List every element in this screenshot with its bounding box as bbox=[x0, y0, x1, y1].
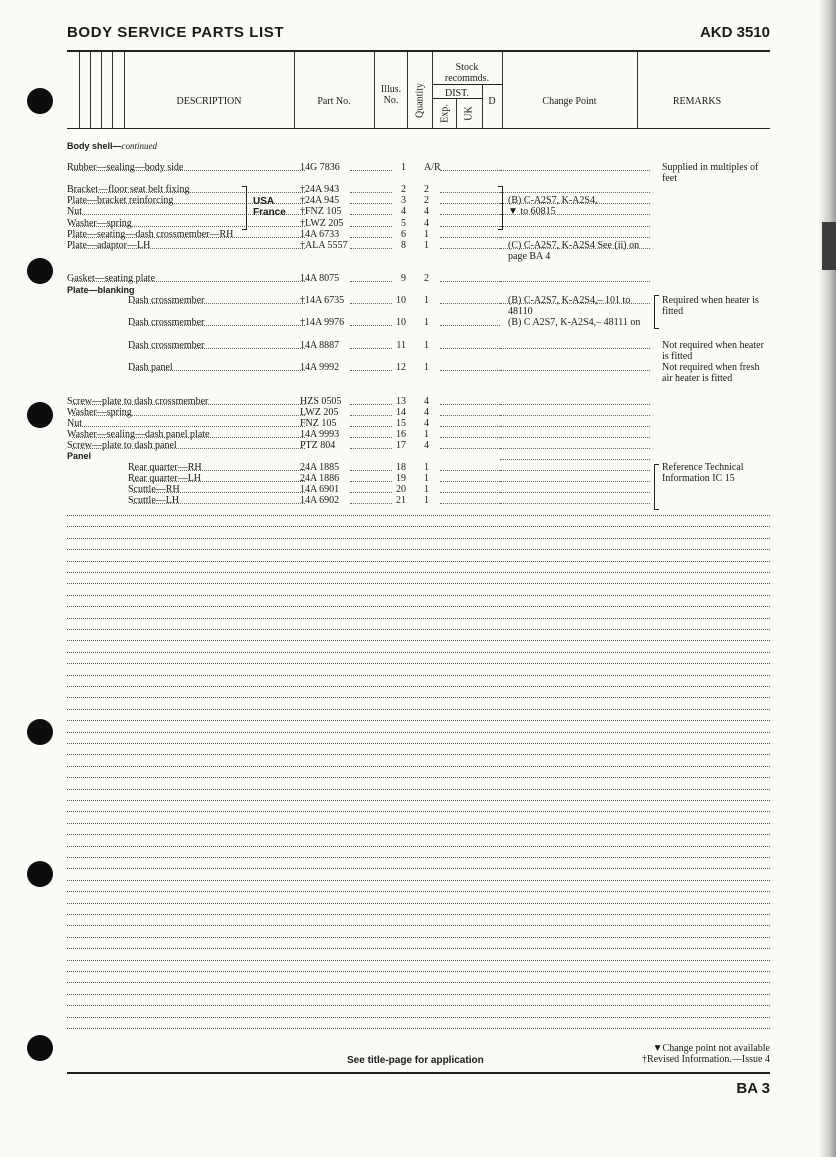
quantity: 4 bbox=[424, 407, 429, 418]
leader-dots bbox=[350, 162, 392, 171]
leader-dots bbox=[350, 206, 392, 215]
leader-dots bbox=[72, 418, 305, 427]
blank-rule-line bbox=[67, 1005, 770, 1006]
table-row bbox=[0, 240, 836, 262]
leader-dots bbox=[440, 429, 500, 438]
part-description: Washer—spring bbox=[67, 407, 132, 418]
quantity: 1 bbox=[424, 229, 429, 240]
illus-number: 5 bbox=[401, 218, 406, 229]
header-change-point: Change Point bbox=[542, 96, 597, 107]
illus-number: 14 bbox=[396, 407, 406, 418]
table-row bbox=[0, 317, 836, 328]
header-uk: UK bbox=[463, 106, 475, 121]
blank-rule-line bbox=[67, 720, 770, 721]
leader-dots bbox=[440, 273, 500, 282]
blank-rule-line bbox=[67, 1017, 770, 1018]
leader-dots bbox=[350, 218, 392, 227]
part-description: Dash crossmember bbox=[128, 317, 205, 328]
blank-rule-line bbox=[67, 743, 770, 744]
blank-rule-line bbox=[67, 618, 770, 619]
change-point: (B) C A2S7, K-A2S4,– 48111 on bbox=[508, 317, 641, 328]
leader-dots bbox=[440, 396, 500, 405]
part-description: Plate—adaptor—LH bbox=[67, 240, 151, 251]
blank-rule-line bbox=[67, 846, 770, 847]
table-row bbox=[0, 473, 836, 484]
illus-number: 11 bbox=[396, 340, 406, 351]
quantity: 4 bbox=[424, 206, 429, 217]
footer-rule bbox=[67, 1072, 770, 1074]
illus-number: 4 bbox=[401, 206, 406, 217]
part-number: †FNZ 105 bbox=[300, 206, 342, 217]
illus-number: 9 bbox=[401, 273, 406, 284]
leader-dots bbox=[350, 440, 392, 449]
blank-rule-line bbox=[67, 652, 770, 653]
leader-dots bbox=[350, 184, 392, 193]
blank-rule-line bbox=[67, 732, 770, 733]
blank-rule-line bbox=[67, 766, 770, 767]
binder-hole bbox=[27, 1035, 53, 1061]
table-row bbox=[0, 340, 836, 362]
quantity: A/R bbox=[424, 162, 441, 173]
leader-dots bbox=[350, 396, 392, 405]
table-row bbox=[0, 429, 836, 440]
illus-number: 15 bbox=[396, 418, 406, 429]
table-row bbox=[0, 295, 836, 317]
part-number: 14A 6901 bbox=[300, 484, 340, 495]
blank-rule-line bbox=[67, 515, 770, 516]
document-title: BODY SERVICE PARTS LIST bbox=[67, 24, 285, 41]
leader-dots bbox=[350, 473, 392, 482]
illus-number: 10 bbox=[396, 295, 406, 306]
change-point: (B) C-A2S7, K-A2S4, bbox=[508, 195, 598, 206]
quantity: 4 bbox=[424, 440, 429, 451]
blank-rule-line bbox=[67, 663, 770, 664]
blank-rule-line bbox=[67, 686, 770, 687]
part-number: †14A 6735 bbox=[300, 295, 345, 306]
blank-rule-line bbox=[67, 595, 770, 596]
part-description: Plate—bracket reinforcing bbox=[67, 195, 174, 206]
footer-note-change-point: ▼Change point not available bbox=[652, 1043, 770, 1054]
quantity: 1 bbox=[424, 484, 429, 495]
quantity: 4 bbox=[424, 418, 429, 429]
quantity: 1 bbox=[424, 295, 429, 306]
illus-number: 8 bbox=[401, 240, 406, 251]
part-description: Washer—spring bbox=[67, 218, 132, 229]
leader-dots bbox=[440, 206, 500, 215]
part-description: Nut bbox=[67, 206, 82, 217]
blank-rule-line bbox=[67, 675, 770, 676]
part-number: †ALA 5557 bbox=[300, 240, 348, 251]
leader-dots bbox=[350, 418, 392, 427]
leader-dots bbox=[350, 240, 392, 249]
change-point: (B) C-A2S7, K-A2S4,– 101 to 48110 bbox=[508, 295, 631, 317]
leader-dots bbox=[440, 473, 500, 482]
leader-dots bbox=[350, 273, 392, 282]
table-row bbox=[0, 229, 836, 240]
blank-rule-line bbox=[67, 526, 770, 527]
table-row bbox=[0, 162, 836, 184]
illus-number: 16 bbox=[396, 429, 406, 440]
blank-rule-line bbox=[67, 811, 770, 812]
leader-dots bbox=[440, 484, 500, 493]
part-description: Bracket—floor seat belt fixing bbox=[67, 184, 190, 195]
blank-rule-line bbox=[67, 857, 770, 858]
part-number: FNZ 105 bbox=[300, 418, 337, 429]
part-description: Rear quarter—LH bbox=[128, 473, 202, 484]
part-number: 24A 1886 bbox=[300, 473, 340, 484]
quantity: 1 bbox=[424, 317, 429, 328]
table-row bbox=[0, 184, 836, 195]
binder-hole bbox=[27, 88, 53, 114]
quantity: 1 bbox=[424, 462, 429, 473]
illus-number: 3 bbox=[401, 195, 406, 206]
header-remarks: REMARKS bbox=[672, 96, 722, 107]
quantity: 1 bbox=[424, 495, 429, 506]
blank-rule-line bbox=[67, 948, 770, 949]
blank-rule-line bbox=[67, 572, 770, 573]
page-number: BA 3 bbox=[736, 1080, 770, 1097]
header-description: DESCRIPTION bbox=[176, 96, 242, 107]
table-row bbox=[0, 418, 836, 429]
part-description: Dash crossmember bbox=[128, 340, 205, 351]
part-description: Scuttle—LH bbox=[128, 495, 180, 506]
part-number: †14A 9976 bbox=[300, 317, 345, 328]
leader-dots bbox=[440, 162, 500, 171]
blank-rule-line bbox=[67, 549, 770, 550]
quantity: 1 bbox=[424, 340, 429, 351]
table-row bbox=[0, 451, 836, 462]
part-number: †24A 943 bbox=[300, 184, 340, 195]
blank-rule-line bbox=[67, 823, 770, 824]
illus-number: 6 bbox=[401, 229, 406, 240]
footer-application-note: See title-page for application bbox=[347, 1055, 484, 1066]
part-description: Screw—plate to dash panel bbox=[67, 440, 177, 451]
header-dist: DIST. bbox=[445, 88, 469, 99]
leader-dots bbox=[440, 295, 500, 304]
table-row bbox=[0, 362, 836, 384]
leader-dots bbox=[350, 362, 392, 371]
table-row bbox=[0, 273, 836, 284]
part-description: Plate—blanking bbox=[67, 285, 135, 295]
part-number: HZS 0505 bbox=[300, 396, 342, 407]
blank-rule-line bbox=[67, 971, 770, 972]
blank-rule-line bbox=[67, 880, 770, 881]
leader-dots bbox=[350, 407, 392, 416]
document-code: AKD 3510 bbox=[699, 24, 770, 41]
header-exp: Exp. bbox=[439, 104, 451, 123]
part-description: Rubber—sealing—body side bbox=[67, 162, 184, 173]
part-number: 14A 9992 bbox=[300, 362, 340, 373]
illus-number: 20 bbox=[396, 484, 406, 495]
table-row bbox=[0, 206, 836, 217]
part-description: Dash panel bbox=[128, 362, 173, 373]
part-number: PTZ 804 bbox=[300, 440, 336, 451]
change-bracket bbox=[498, 186, 503, 230]
market-label-france: France bbox=[253, 207, 286, 218]
part-description: Rear quarter—RH bbox=[128, 462, 202, 473]
quantity: 4 bbox=[424, 218, 429, 229]
leader-dots bbox=[440, 362, 500, 371]
leader-dots bbox=[350, 495, 392, 504]
quantity: 2 bbox=[424, 273, 429, 284]
leader-dots bbox=[350, 295, 392, 304]
part-number: 24A 1885 bbox=[300, 462, 340, 473]
part-description: Screw—plate to dash crossmember bbox=[67, 396, 209, 407]
blank-rule-line bbox=[67, 868, 770, 869]
table-row bbox=[0, 495, 836, 506]
remarks: Reference Technical Information IC 15 bbox=[662, 462, 744, 484]
leader-dots bbox=[440, 407, 500, 416]
quantity: 4 bbox=[424, 396, 429, 407]
part-number: 14A 8887 bbox=[300, 340, 340, 351]
blank-rule-line bbox=[67, 914, 770, 915]
leader-dots bbox=[440, 240, 500, 249]
part-description: Dash crossmember bbox=[128, 295, 205, 306]
header-quantity: Quantity bbox=[414, 83, 426, 118]
blank-rule-line bbox=[67, 994, 770, 995]
blank-rule-line bbox=[67, 754, 770, 755]
header-d: D bbox=[488, 96, 496, 107]
remarks: Not required when heater is fitted bbox=[662, 340, 764, 362]
illus-number: 12 bbox=[396, 362, 406, 373]
table-row bbox=[0, 195, 836, 206]
remarks-bracket bbox=[654, 295, 659, 329]
leader-dots bbox=[440, 418, 500, 427]
blank-rule-line bbox=[67, 606, 770, 607]
blank-rule-line bbox=[67, 1028, 770, 1029]
part-description: Panel bbox=[67, 451, 92, 461]
part-number: 14A 6902 bbox=[300, 495, 340, 506]
page-edge-shadow bbox=[818, 0, 836, 1157]
part-description: Nut bbox=[67, 418, 82, 429]
blank-rule-line bbox=[67, 538, 770, 539]
remarks: Required when heater is fitted bbox=[662, 295, 759, 317]
part-number: LWZ 205 bbox=[300, 407, 339, 418]
blank-rule-line bbox=[67, 789, 770, 790]
illus-number: 2 bbox=[401, 184, 406, 195]
header-stock: Stock recommds. bbox=[444, 62, 490, 84]
header-part-no: Part No. bbox=[317, 96, 351, 107]
part-number: 14A 8075 bbox=[300, 273, 340, 284]
table-row bbox=[0, 407, 836, 418]
blank-rule-line bbox=[67, 891, 770, 892]
quantity: 2 bbox=[424, 195, 429, 206]
market-label-usa: USA bbox=[253, 196, 275, 207]
illus-number: 17 bbox=[396, 440, 406, 451]
blank-rule-line bbox=[67, 960, 770, 961]
illus-number: 13 bbox=[396, 396, 406, 407]
change-point: (C) C-A2S7, K-A2S4 See (ii) on page BA 4 bbox=[508, 240, 640, 262]
illus-number: 19 bbox=[396, 473, 406, 484]
footer-notes bbox=[642, 1043, 770, 1065]
blank-rule-line bbox=[67, 925, 770, 926]
leader-dots bbox=[440, 462, 500, 471]
blank-rule-line bbox=[67, 834, 770, 835]
part-description: Plate—seating—dash crossmember—RH bbox=[67, 229, 234, 240]
table-row bbox=[0, 396, 836, 407]
leader-dots bbox=[350, 462, 392, 471]
leader-dots bbox=[440, 340, 500, 349]
blank-rule-line bbox=[67, 937, 770, 938]
table-row bbox=[0, 218, 836, 229]
leader-dots bbox=[440, 229, 500, 238]
remarks: Supplied in multiples of feet bbox=[662, 162, 759, 184]
leader-dots bbox=[440, 195, 500, 204]
part-number: 14G 7836 bbox=[300, 162, 340, 173]
blank-rule-line bbox=[67, 640, 770, 641]
blank-rule-line bbox=[67, 697, 770, 698]
quantity: 2 bbox=[424, 184, 429, 195]
part-number: †LWZ 205 bbox=[300, 218, 344, 229]
part-number: 14A 6733 bbox=[300, 229, 340, 240]
quantity: 1 bbox=[424, 362, 429, 373]
market-bracket bbox=[242, 186, 247, 230]
leader-dots bbox=[440, 184, 500, 193]
leader-dots bbox=[440, 495, 500, 504]
leader-dots bbox=[440, 440, 500, 449]
part-description: Gasket—seating plate bbox=[67, 273, 156, 284]
leader-dots bbox=[350, 484, 392, 493]
leader-dots bbox=[350, 317, 392, 326]
footer-note-revised: †Revised Information.—Issue 4 bbox=[641, 1054, 770, 1065]
remarks-bracket bbox=[654, 464, 659, 510]
leader-dots bbox=[350, 229, 392, 238]
binder-hole bbox=[27, 861, 53, 887]
binder-hole bbox=[27, 719, 53, 745]
illus-number: 21 bbox=[396, 495, 406, 506]
quantity: 1 bbox=[424, 240, 429, 251]
table-row bbox=[0, 484, 836, 495]
illus-number: 10 bbox=[396, 317, 406, 328]
blank-rule-line bbox=[67, 903, 770, 904]
blank-rule-line bbox=[67, 709, 770, 710]
blank-rule-line bbox=[67, 982, 770, 983]
change-point: ▼ to 60815 bbox=[508, 206, 556, 217]
leader-dots bbox=[350, 195, 392, 204]
part-number: †24A 945 bbox=[300, 195, 340, 206]
quantity: 1 bbox=[424, 429, 429, 440]
remarks: Not required when fresh air heater is fitted bbox=[662, 362, 760, 384]
blank-rule-line bbox=[67, 583, 770, 584]
section-heading: Body shell—continued bbox=[67, 141, 158, 151]
blank-rule-line bbox=[67, 777, 770, 778]
leader-dots bbox=[350, 429, 392, 438]
illus-number: 1 bbox=[401, 162, 406, 173]
illus-number: 18 bbox=[396, 462, 406, 473]
blank-rule-line bbox=[67, 629, 770, 630]
part-description: Washer—sealing—dash panel plate bbox=[67, 429, 210, 440]
blank-rule-line bbox=[67, 800, 770, 801]
leader-dots bbox=[440, 218, 500, 227]
leader-dots bbox=[350, 340, 392, 349]
part-number: 14A 9993 bbox=[300, 429, 340, 440]
leader-dots bbox=[440, 317, 500, 326]
table-row bbox=[0, 440, 836, 451]
blank-rule-line bbox=[67, 561, 770, 562]
header-illus-no: Illus. No. bbox=[380, 84, 402, 106]
quantity: 1 bbox=[424, 473, 429, 484]
part-description: Scuttle—RH bbox=[128, 484, 180, 495]
